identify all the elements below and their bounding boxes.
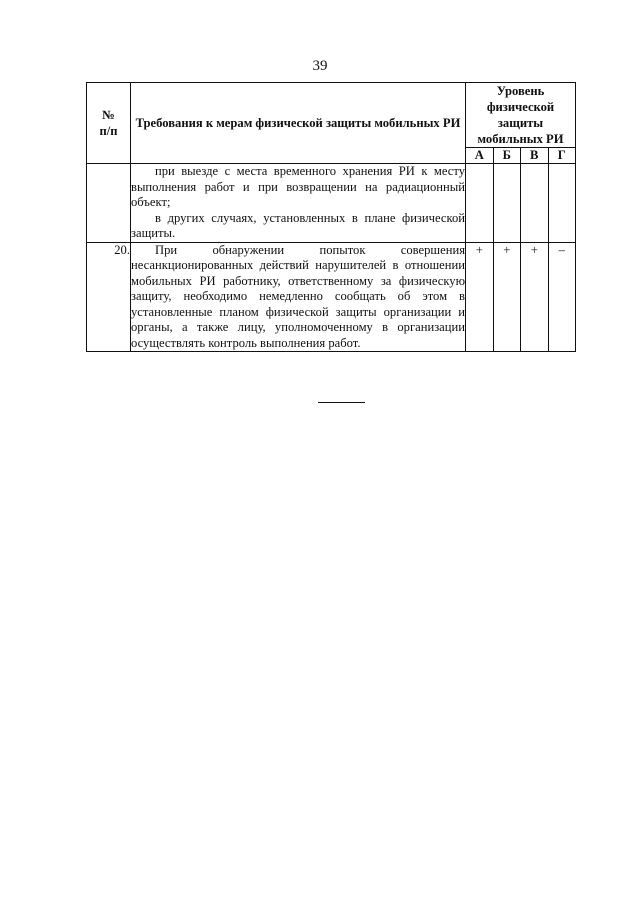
row-number: [87, 164, 131, 243]
level-g-mark: [548, 164, 576, 243]
header-level-g: Г: [548, 148, 576, 164]
header-protection-level: Уровень физической защиты мобильных РИ: [466, 83, 576, 148]
table-row: [87, 242, 576, 352]
requirement-paragraph: при выезде с места временного хранения РИ к месту выполнения работ и при возвращении на радиационный объект;: [131, 164, 465, 209]
requirements-table: [86, 82, 576, 352]
row-requirement: [131, 164, 466, 243]
page-number: 39: [312, 58, 328, 74]
table-row: [87, 164, 576, 243]
level-v-mark: +: [521, 242, 549, 352]
row-number: 20.: [87, 242, 131, 352]
header-number-abbr: п/п: [99, 124, 118, 138]
requirement-paragraph: При обнаружении попыток совершения несанкционированных действий нарушителей в отношении мобильных РИ работнику, ответственному за физическую защиту, необходимо немедленно сообщать об этом в установленные планом физической защиты организации и органы, а также лицу, уполномоченному в организации осуществлять контроль выполнения работ.: [131, 242, 465, 350]
level-a-mark: +: [466, 242, 494, 352]
level-b-mark: [493, 164, 521, 243]
header-number: [87, 83, 131, 164]
requirement-paragraph: в других случаях, установленных в плане физической защиты.: [131, 210, 465, 240]
end-separator-line: [318, 402, 365, 403]
level-g-mark: –: [548, 242, 576, 352]
header-level-a: А: [466, 148, 494, 164]
level-v-mark: [521, 164, 549, 243]
header-level-v: В: [521, 148, 549, 164]
table-header-row: [87, 83, 576, 148]
header-level-b: Б: [493, 148, 521, 164]
level-b-mark: +: [493, 242, 521, 352]
level-a-mark: [466, 164, 494, 243]
header-requirements: Требования к мерам физической защиты мобильных РИ: [131, 83, 466, 164]
row-requirement: [131, 242, 466, 352]
header-number-symbol: №: [102, 108, 115, 122]
